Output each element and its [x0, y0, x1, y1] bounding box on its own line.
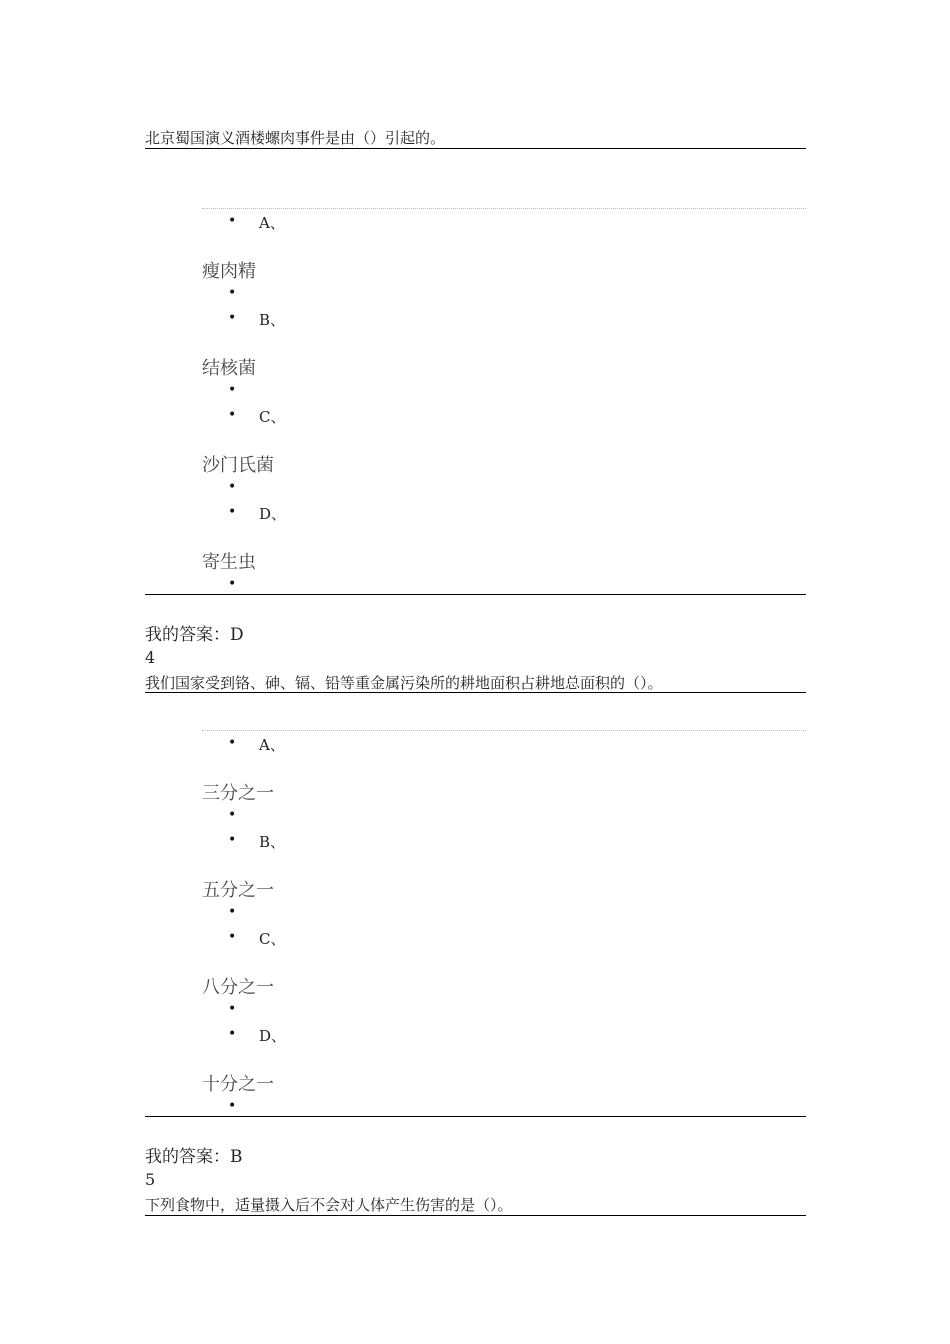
- options-3-divider: [202, 208, 806, 209]
- question-3-rule: [145, 148, 806, 149]
- bullet-icon: •: [228, 576, 237, 592]
- option-4a-text[interactable]: 三分之一: [202, 783, 274, 804]
- question-4-number: 4: [145, 648, 156, 667]
- options-4-bottom-rule: [145, 1116, 806, 1117]
- option-3d-text[interactable]: 寄生虫: [202, 552, 256, 573]
- bullet-icon: •: [228, 310, 237, 326]
- option-3a-text[interactable]: 瘦肉精: [202, 261, 256, 282]
- bullet-icon: •: [228, 1026, 237, 1042]
- bullet-icon: •: [228, 832, 237, 848]
- option-3d-letter: D、: [259, 505, 287, 523]
- option-3b-letter: B、: [259, 311, 286, 329]
- bullet-icon: •: [228, 479, 237, 495]
- question-3-text: 北京蜀国演义酒楼螺肉事件是由（）引起的。: [145, 129, 446, 147]
- bullet-icon: •: [228, 382, 237, 398]
- answer-3: 我的答案：D: [145, 625, 244, 645]
- question-5-rule: [145, 1215, 806, 1216]
- option-4d-text[interactable]: 十分之一: [202, 1074, 274, 1095]
- bullet-icon: •: [228, 1001, 237, 1017]
- question-4-rule: [145, 692, 806, 693]
- question-5-text: 下列食物中，适量摄入后不会对人体产生伤害的是（）。: [145, 1196, 513, 1214]
- question-4-text: 我们国家受到铬、砷、镉、铅等重金属污染所的耕地面积占耕地总面积的（）。: [145, 674, 663, 692]
- option-3c-letter: C、: [259, 408, 286, 426]
- option-4a-letter: A、: [259, 736, 285, 754]
- bullet-icon: •: [228, 904, 237, 920]
- option-3c-text[interactable]: 沙门氏菌: [202, 455, 274, 476]
- options-4-divider: [202, 730, 806, 731]
- question-5-number: 5: [145, 1170, 156, 1189]
- option-3a-letter: A、: [259, 214, 285, 232]
- bullet-icon: •: [228, 929, 237, 945]
- options-3-bottom-rule: [145, 594, 806, 595]
- bullet-icon: •: [228, 407, 237, 423]
- option-4c-text[interactable]: 八分之一: [202, 977, 274, 998]
- bullet-icon: •: [228, 735, 237, 751]
- bullet-icon: •: [228, 1098, 237, 1114]
- bullet-icon: •: [228, 807, 237, 823]
- option-4c-letter: C、: [259, 930, 286, 948]
- option-4d-letter: D、: [259, 1027, 287, 1045]
- option-4b-text[interactable]: 五分之一: [202, 880, 274, 901]
- option-3b-text[interactable]: 结核菌: [202, 358, 256, 379]
- option-4b-letter: B、: [259, 833, 286, 851]
- bullet-icon: •: [228, 504, 237, 520]
- bullet-icon: •: [228, 285, 237, 301]
- answer-4: 我的答案：B: [145, 1147, 243, 1167]
- bullet-icon: •: [228, 213, 237, 229]
